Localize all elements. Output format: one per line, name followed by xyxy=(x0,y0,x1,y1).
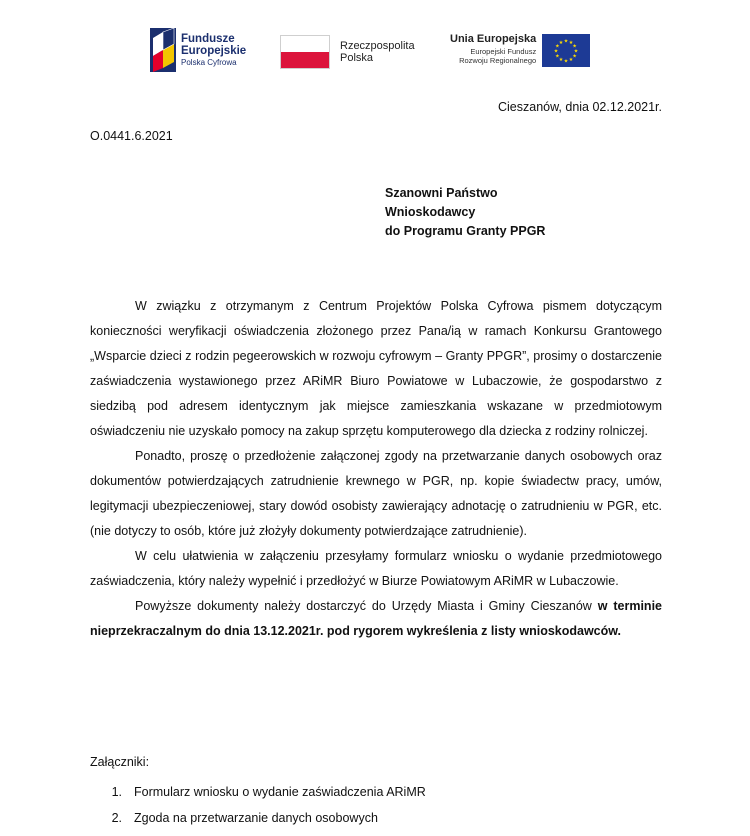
attachments-heading: Załączniki: xyxy=(90,755,150,769)
address-line-2: Wnioskodawcy xyxy=(385,205,476,219)
address-line-1: Szanowni Państwo xyxy=(385,186,498,200)
attachment-number: 1. xyxy=(111,785,122,799)
ue-sub-line1: Europejski Fundusz xyxy=(470,46,537,56)
attachments-list xyxy=(90,779,426,831)
eu-flag-icon xyxy=(542,34,590,67)
rp-line2: Polska xyxy=(340,52,374,64)
polish-flag-icon xyxy=(280,35,330,69)
letter-body xyxy=(90,294,662,644)
address-line-3: do Programu Granty PPGR xyxy=(385,224,546,238)
rp-line1: Rzeczpospolita xyxy=(340,39,415,52)
svg-text:★: ★ xyxy=(563,58,569,65)
fe-title-line1: Fundusze xyxy=(181,32,235,45)
svg-text:★: ★ xyxy=(553,48,559,55)
svg-text:★: ★ xyxy=(558,39,564,46)
svg-text:★: ★ xyxy=(563,38,569,45)
svg-text:★: ★ xyxy=(573,48,579,55)
logo-bar xyxy=(150,28,600,74)
svg-text:★: ★ xyxy=(568,39,574,46)
svg-text:★: ★ xyxy=(572,53,578,60)
paragraph-4-text: Powyższe dokumenty należy dostarczyć do Urzędy Miasta i Gminy Cieszanów xyxy=(135,599,598,613)
attachment-text: Formularz wniosku o wydanie zaświadczenia ARiMR xyxy=(134,785,426,799)
reference-number: O.0441.6.2021 xyxy=(90,129,173,143)
ue-title: Unia Europejska xyxy=(450,33,537,45)
addressee-block xyxy=(385,184,545,241)
attachment-item xyxy=(90,805,426,831)
unia-europejska-logo xyxy=(450,34,590,67)
paragraph-3: W celu ułatwienia w załączeniu przesyłamy formularz wniosku o wydanie przedmiotowego zaświadczenia, który należy wypełnić i przedłożyć w Biurze Powiatowym ARiMR w Lubaczowie. xyxy=(90,549,662,588)
svg-text:★: ★ xyxy=(555,53,560,60)
svg-text:★: ★ xyxy=(572,43,578,50)
attachment-item xyxy=(90,779,426,805)
fe-subtitle: Polska Cyfrowa xyxy=(181,57,237,67)
paragraph-4 xyxy=(90,594,662,644)
svg-text:★: ★ xyxy=(568,57,574,64)
fe-title-line2: Europejskie xyxy=(181,44,247,57)
place-and-date: Cieszanów, dnia 02.12.2021r. xyxy=(497,100,662,114)
ue-sub-line2: Rozwoju Regionalnego xyxy=(459,56,537,66)
svg-text:★: ★ xyxy=(558,57,564,64)
fundusze-europejskie-icon xyxy=(150,28,176,72)
fundusze-europejskie-logo xyxy=(150,28,246,72)
attachment-number: 2. xyxy=(111,811,122,825)
rzeczpospolita-polska-logo xyxy=(280,35,415,69)
attachment-text: Zgoda na przetwarzanie danych osobowych xyxy=(134,811,378,825)
paragraph-1: W związku z otrzymanym z Centrum Projektów Polska Cyfrowa pismem dotyczącym konieczności weryfikacji oświadczenia złożonego przez Pana/ią w ramach Konkursu Grantowego „Wsparcie dzieci z rodzin pegeerowskich w rozwoju cyfrowym – Granty PPGR”, prosimy o dostarczenie zaświadczenia wystawionego przez ARiMR Biuro Powiatowe w Lubaczowie, że gospodarstwo z siedzibą pod adresem identycznym jak miejsce zamieszkania wskazane w przedmiotowym oświadczeniu nie uzyskało pomocy na zakup sprzętu komputerowego dla dziecka z rodziny rolniczej. xyxy=(90,299,662,438)
paragraph-4-deadline: w terminie nieprzekraczalnym do dnia 13.12.2021r. pod rygorem wykreślenia z listy wnioskodawców. xyxy=(90,599,662,638)
paragraph-2: Ponadto, proszę o przedłożenie załączonej zgody na przetwarzanie danych osobowych oraz dokumentów potwierdzających zatrudnienie krewnego w PGR, np. kopie świadectw pracy, umów, legitymacji ubezpieczeniowej, stary dowód osobisty zawierający adnotację o zatrudnieniu w PGR, etc. (nie dotyczy to osób, które już złożyły dokumenty potwierdzające zatrudnienie). xyxy=(90,449,662,538)
svg-text:★: ★ xyxy=(555,43,560,50)
